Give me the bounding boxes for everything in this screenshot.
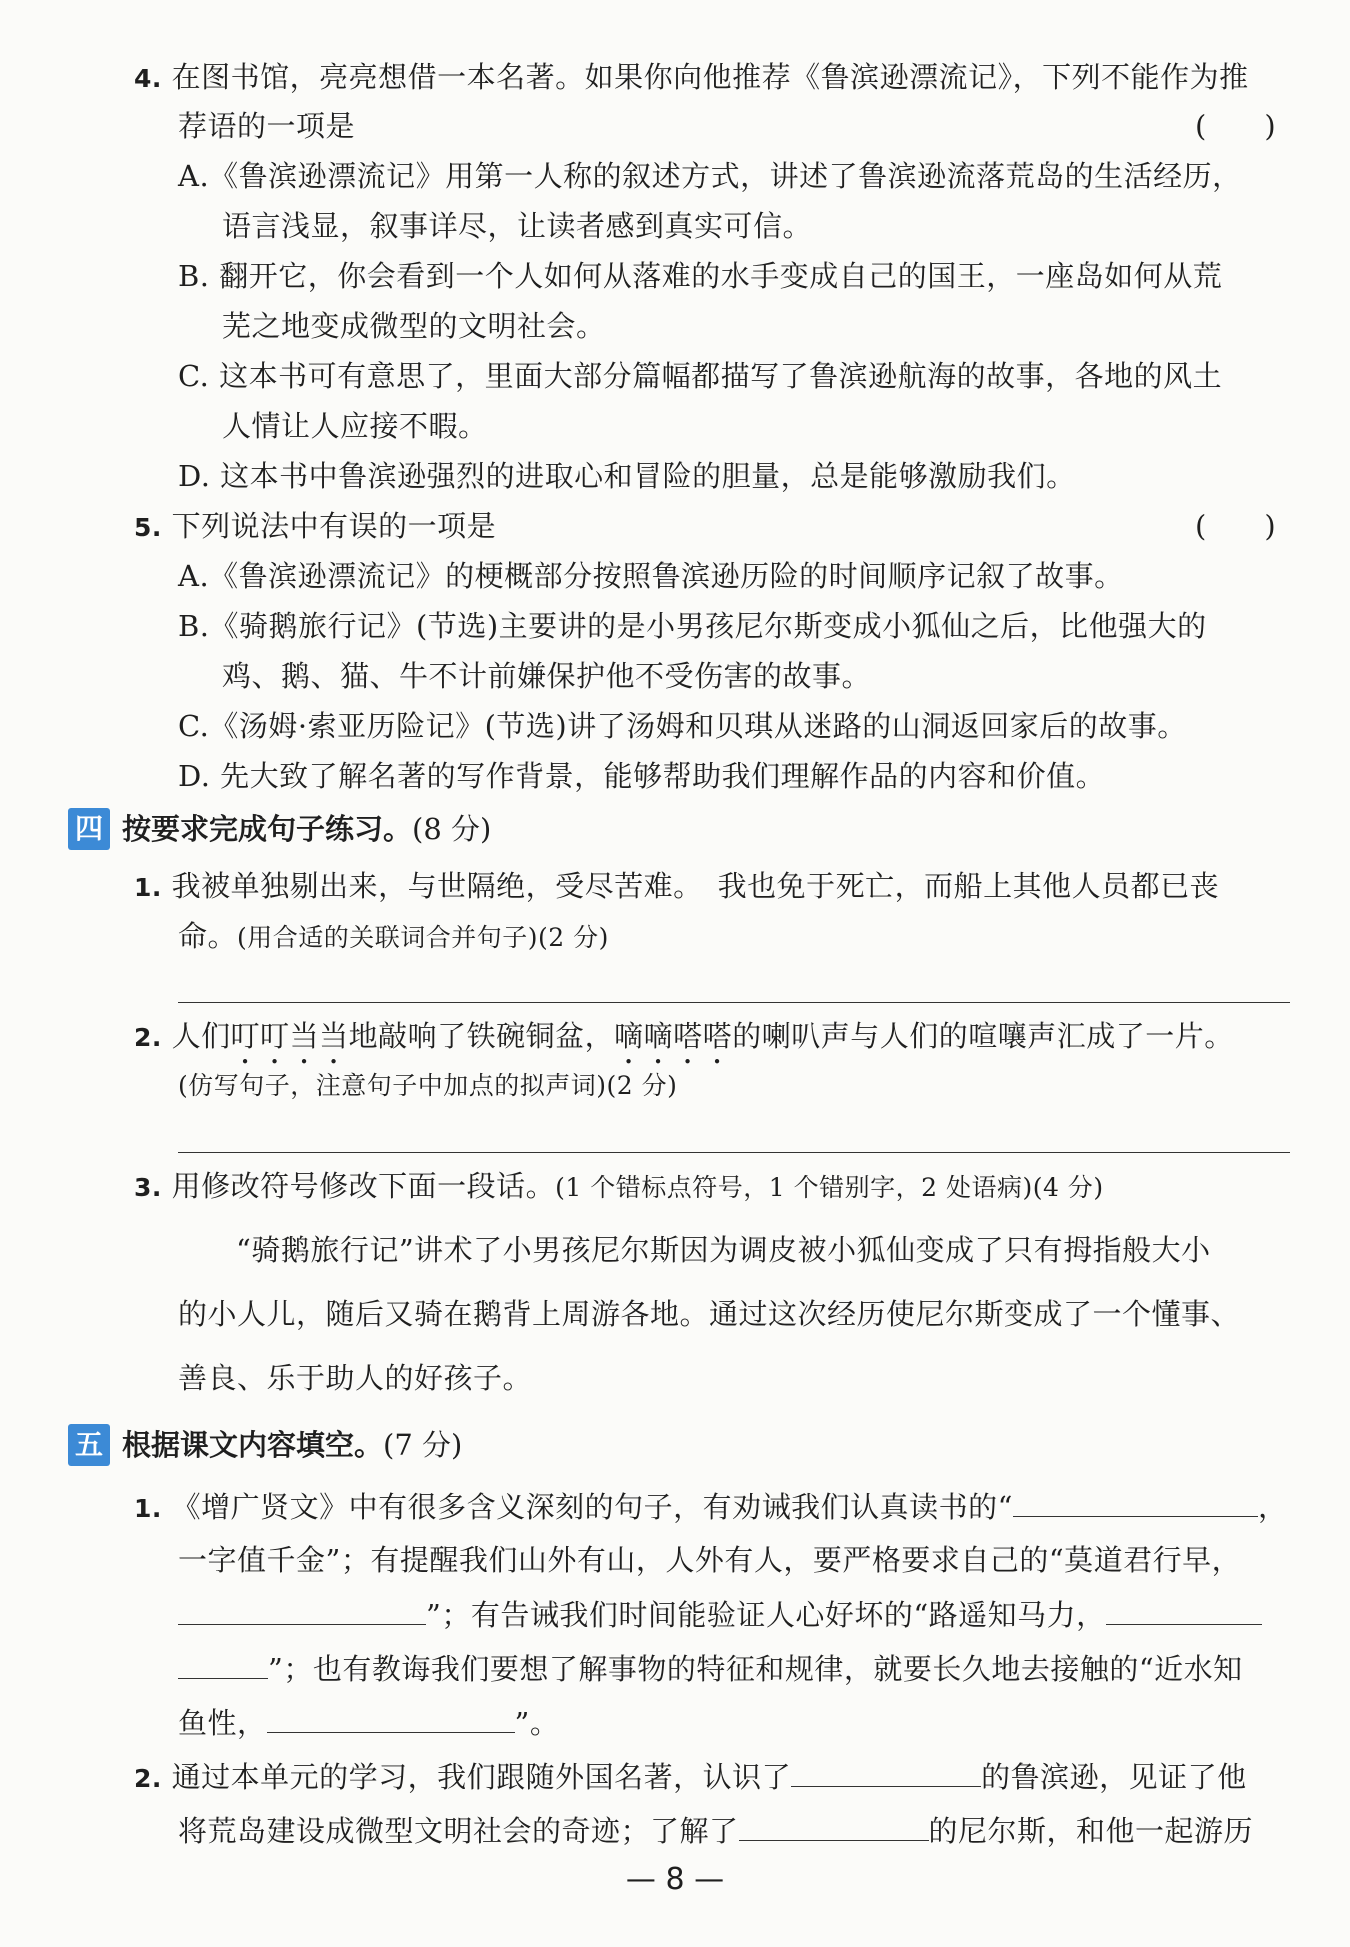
q4-option-a-cont: 语言浅显，叙事详尽，让读者感到真实可信。	[222, 209, 813, 243]
dotted-onomatopoeia-2: 嘀嘀嗒嗒	[614, 1019, 733, 1053]
q5-stem: 5. 下列说法中有误的一项是	[134, 509, 497, 543]
dotted-onomatopoeia-1: 叮叮当当	[230, 1019, 349, 1053]
q5-option-c: C.《汤姆·索亚历险记》(节选)讲了汤姆和贝琪从迷路的山洞返回家后的故事。	[178, 709, 1187, 743]
s4-q1-line2: 命。(用合适的关联词合并句子)(2 分)	[178, 919, 609, 953]
s5-q2-line1: 2. 通过本单元的学习，我们跟随外国名著，认识了 的鲁滨逊，见证了他	[134, 1756, 1247, 1799]
q5-option-b-cont: 鸡、鹅、猫、牛不计前嫌保护他不受伤害的故事。	[222, 659, 872, 693]
s5-q2-line2: 将荒岛建设成微型文明社会的奇迹；了解了 的尼尔斯，和他一起游历	[178, 1810, 1253, 1851]
q4-option-a: A.《鲁滨逊漂流记》用第一人称的叙述方式，讲述了鲁滨逊流落荒岛的生活经历，	[178, 159, 1242, 193]
s4-q2-line1: 2. 人们叮叮当当地敲响了铁碗铜盆，嘀嘀嗒嗒的喇叭声与人们的喧嚷声汇成了一片。	[134, 1019, 1234, 1053]
q4-option-d: D. 这本书中鲁滨逊强烈的进取心和冒险的胆量，总是能够激励我们。	[178, 459, 1076, 493]
s5-q1-blank-3b[interactable]	[178, 1648, 268, 1679]
page-number: — 8 —	[625, 1862, 725, 1897]
s4-q2-line2: (仿写句子，注意句子中加点的拟声词)(2 分)	[178, 1071, 678, 1100]
s4-q3-passage-line2: 的小人儿，随后又骑在鹅背上周游各地。通过这次经历使尼尔斯变成了一个懂事、	[178, 1297, 1241, 1331]
s5-q1-line2: 一字值千金”；有提醒我们山外有山，人外有人，要严格要求自己的“莫道君行早，	[178, 1543, 1242, 1577]
q5-option-a: A.《鲁滨逊漂流记》的梗概部分按照鲁滨逊历险的时间顺序记叙了故事。	[178, 559, 1124, 593]
s5-q1-blank-2[interactable]	[178, 1594, 426, 1625]
s4-q3-passage-line3: 善良、乐于助人的好孩子。	[178, 1361, 533, 1395]
q4-answer-paren[interactable]: ( )	[1195, 109, 1276, 143]
s5-q2-blank-2[interactable]	[739, 1810, 929, 1841]
section-5-badge: 五	[68, 1424, 110, 1466]
q4-stem-line2: 荐语的一项是	[178, 109, 356, 143]
section-5-title: 根据课文内容填空。(7 分)	[122, 1428, 463, 1462]
s4-q2-answer-line[interactable]	[178, 1152, 1290, 1153]
q5-option-b: B.《骑鹅旅行记》(节选)主要讲的是小男孩尼尔斯变成小狐仙之后，比他强大的	[178, 609, 1207, 643]
q4-stem-line1: 4. 在图书馆，亮亮想借一本名著。如果你向他推荐《鲁滨逊漂流记》，下列不能作为推	[134, 60, 1249, 94]
q5-option-d: D. 先大致了解名著的写作背景，能够帮助我们理解作品的内容和价值。	[178, 759, 1106, 793]
s5-q2-blank-1[interactable]	[791, 1756, 981, 1787]
s4-q1-line1: 1. 我被单独剔出来，与世隔绝，受尽苦难。 我也免于死亡，而船上其他人员都已丧	[134, 869, 1220, 903]
s5-q1-blank-1[interactable]	[1013, 1486, 1258, 1517]
section-4-title: 按要求完成句子练习。(8 分)	[122, 812, 492, 846]
s4-q3-passage-line1: “骑鹅旅行记”讲术了小男孩尼尔斯因为调皮被小狐仙变成了只有拇指般大小	[236, 1233, 1211, 1267]
s4-q3-line1: 3. 用修改符号修改下面一段话。(1 个错标点符号，1 个错别字，2 处语病)(4 分)	[134, 1169, 1104, 1203]
q4-option-b: B. 翻开它，你会看到一个人如何从落难的水手变成自己的国王，一座岛如何从荒	[178, 259, 1223, 293]
s5-q1-line1: 1. 《增广贤文》中有很多含义深刻的句子，有劝诫我们认真读书的“ ，	[134, 1486, 1287, 1529]
q4-option-c-cont: 人情让人应接不暇。	[222, 409, 488, 443]
q4-option-b-cont: 芜之地变成微型的文明社会。	[222, 309, 606, 343]
s5-q1-blank-4[interactable]	[267, 1702, 515, 1733]
s5-q1-line4: ”；也有教诲我们要想了解事物的特征和规律，就要长久地去接触的“近水知	[178, 1648, 1243, 1689]
s4-q1-answer-line[interactable]	[178, 1002, 1290, 1003]
s5-q1-line3: ”；有告诫我们时间能验证人心好坏的“路遥知马力，	[178, 1594, 1262, 1635]
section-4-badge: 四	[68, 808, 110, 850]
s5-q1-line5: 鱼性， ”。	[178, 1702, 559, 1743]
q5-answer-paren[interactable]: ( )	[1195, 509, 1276, 543]
q4-option-c: C. 这本书可有意思了，里面大部分篇幅都描写了鲁滨逊航海的故事，各地的风土	[178, 359, 1223, 393]
s5-q1-blank-3a[interactable]	[1106, 1594, 1262, 1625]
